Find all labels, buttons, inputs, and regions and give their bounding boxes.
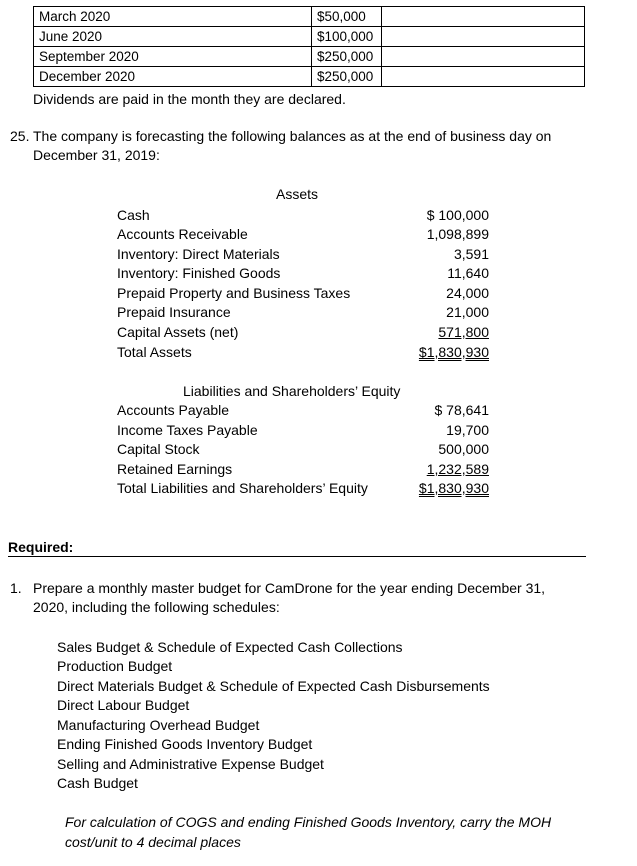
item-25-text-line2: December 31, 2019: xyxy=(33,147,160,163)
asset-value: 1,098,899 xyxy=(426,226,489,242)
dividend-amount: $50,000 xyxy=(312,7,382,27)
dividends-table xyxy=(33,6,585,87)
empty-cell xyxy=(382,27,585,47)
empty-cell xyxy=(382,67,585,87)
schedule-item: Production Budget xyxy=(57,658,173,674)
asset-label: Total Assets xyxy=(117,344,192,360)
item-25-text-line1: The company is forecasting the following balances as at the end of business day on xyxy=(33,128,552,144)
asset-label: Cash xyxy=(117,207,150,223)
empty-cell xyxy=(382,7,585,27)
note-line2: cost/unit to 4 decimal places xyxy=(65,834,241,850)
asset-value: $ 100,000 xyxy=(426,207,489,223)
asset-label: Inventory: Direct Materials xyxy=(117,246,280,262)
liabilities-heading: Liabilities and Shareholders’ Equity xyxy=(183,383,401,399)
table-row xyxy=(34,67,585,87)
item-1-text-line2: 2020, including the following schedules: xyxy=(33,599,280,615)
assets-heading: Assets xyxy=(276,186,319,202)
dividend-amount: $250,000 xyxy=(312,47,382,67)
asset-label: Capital Assets (net) xyxy=(117,324,239,340)
note-line1: For calculation of COGS and ending Finished Goods Inventory, carry the MOH xyxy=(65,814,552,830)
asset-value: 21,000 xyxy=(446,304,489,320)
divider xyxy=(8,556,586,557)
required-heading: Required: xyxy=(8,539,74,555)
schedule-item: Sales Budget & Schedule of Expected Cash Collections xyxy=(57,639,403,655)
schedule-item: Cash Budget xyxy=(57,775,138,791)
dividend-month: March 2020 xyxy=(34,7,312,27)
liability-label: Accounts Payable xyxy=(117,402,230,418)
table-row xyxy=(34,27,585,47)
schedule-item: Manufacturing Overhead Budget xyxy=(57,717,260,733)
asset-value: 11,640 xyxy=(447,265,489,281)
asset-label: Accounts Receivable xyxy=(117,226,248,242)
item-1-text-line1: Prepare a monthly master budget for CamDrone for the year ending December 31, xyxy=(33,580,546,596)
liability-value: 1,232,589 xyxy=(426,461,489,477)
table-row xyxy=(34,47,585,67)
liability-label: Total Liabilities and Shareholders’ Equity xyxy=(117,480,368,496)
dividend-amount: $250,000 xyxy=(312,67,382,87)
schedule-item: Direct Labour Budget xyxy=(57,697,190,713)
dividend-month: September 2020 xyxy=(34,47,312,67)
empty-cell xyxy=(382,47,585,67)
asset-value: 24,000 xyxy=(446,285,489,301)
liability-value: $ 78,641 xyxy=(434,402,489,418)
liability-value: 500,000 xyxy=(438,441,489,457)
asset-label: Prepaid Insurance xyxy=(117,304,231,320)
table-row xyxy=(34,7,585,27)
asset-label: Prepaid Property and Business Taxes xyxy=(117,285,351,301)
asset-value: 3,591 xyxy=(453,246,489,262)
asset-value: 571,800 xyxy=(438,324,489,340)
schedule-item: Ending Finished Goods Inventory Budget xyxy=(57,736,313,752)
item-25-number: 25. xyxy=(10,128,30,144)
total-liabilities-value: $1,830,930 xyxy=(418,480,489,496)
schedule-item: Direct Materials Budget & Schedule of Expected Cash Disbursements xyxy=(57,678,490,694)
asset-label: Inventory: Finished Goods xyxy=(117,265,281,281)
dividend-month: June 2020 xyxy=(34,27,312,47)
item-1-number: 1. xyxy=(10,580,22,596)
dividend-amount: $100,000 xyxy=(312,27,382,47)
dividends-note: Dividends are paid in the month they are declared. xyxy=(33,91,346,107)
total-assets-value: $1,830,930 xyxy=(418,344,489,360)
liability-label: Capital Stock xyxy=(117,441,200,457)
dividend-month: December 2020 xyxy=(34,67,312,87)
liability-value: 19,700 xyxy=(446,422,489,438)
liability-label: Income Taxes Payable xyxy=(117,422,258,438)
schedule-item: Selling and Administrative Expense Budget xyxy=(57,756,324,772)
liability-label: Retained Earnings xyxy=(117,461,233,477)
